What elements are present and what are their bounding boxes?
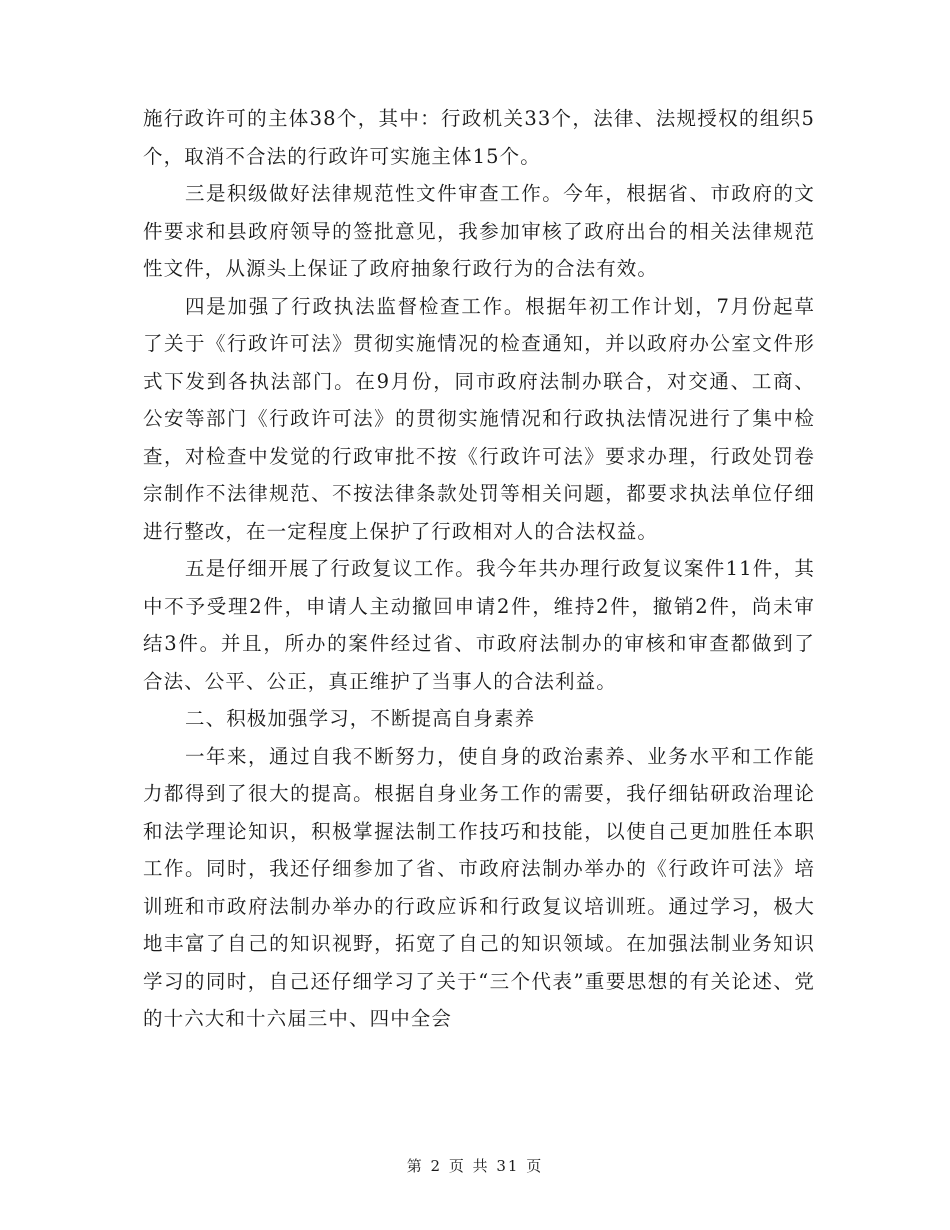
paragraph-item-five: 五是仔细开展了行政复议工作。我今年共办理行政复议案件11件，其中不予受理2件，申请人主动撤回申请2件，维持2件，撤销2件，尚未审结3件。并且，所办的案件经过省、市政府法制办的审核和审查都做到了合法、公平、公正，真正维护了当事人的合法利益。 <box>143 557 815 693</box>
paragraph-continued: 施行政许可的主体38个，其中：行政机关33个，法律、法规授权的组织5个，取消不合法的行政许可实施主体15个。 <box>143 107 815 168</box>
section-heading-two: 二、积极加强学习，不断提高自身素养 <box>185 707 536 730</box>
page-footer: 第 2 页 共 31 页 <box>406 1157 544 1175</box>
paragraph-study: 一年来，通过自我不断努力，使自身的政治素养、业务水平和工作能力都得到了很大的提高。根据自身业务工作的需要，我仔细钻研政治理论和法学理论知识，积极掌握法制工作技巧和技能，以使自己更加胜任本职工作。同时，我还仔细参加了省、市政府法制办举办的《行政许可法》培训班和市政府法制办举办的行政应诉和行政复议培训班。通过学习，极大地丰富了自己的知识视野，拓宽了自己的知识领域。在加强法制业务知识学习的同时，自己还仔细学习了关于“三个代表”重要思想的有关论述、党的十六大和十六届三中、四中全会 <box>143 744 815 1030</box>
paragraph-item-three: 三是积级做好法律规范性文件审查工作。今年，根据省、市政府的文件要求和县政府领导的签批意见，我参加审核了政府出台的相关法律规范性文件，从源头上保证了政府抽象行政行为的合法有效。 <box>143 182 815 280</box>
document-body <box>143 100 815 1038</box>
paragraph-item-four: 四是加强了行政执法监督检查工作。根据年初工作计划，7月份起草了关于《行政许可法》贯彻实施情况的检查通知，并以政府办公室文件形式下发到各执法部门。在9月份，同市政府法制办联合，对交通、工商、公安等部门《行政许可法》的贯彻实施情况和行政执法情况进行了集中检查，对检查中发觉的行政审批不按《行政许可法》要求办理，行政处罚卷宗制作不法律规范、不按法律条款处罚等相关问题，都要求执法单位仔细进行整改，在一定程度上保护了行政相对人的合法权益。 <box>143 294 815 543</box>
